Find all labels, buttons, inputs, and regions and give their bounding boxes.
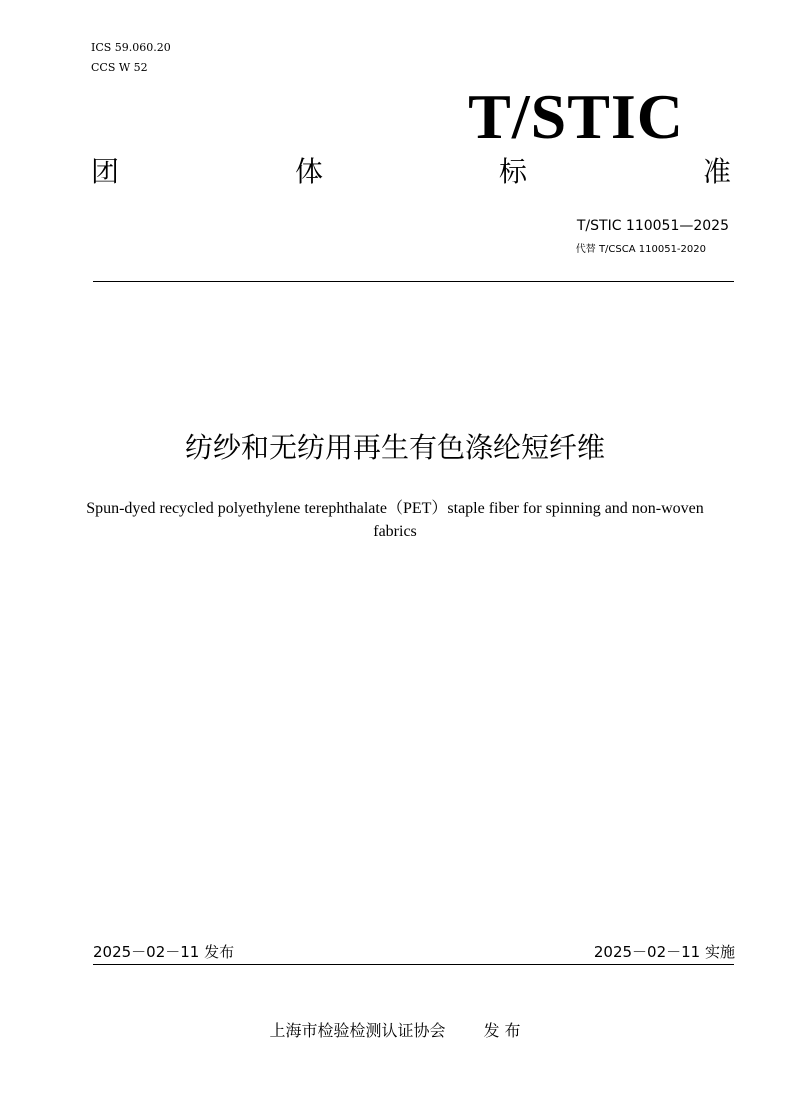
document-title-chinese: 纺纱和无纺用再生有色涤纶短纤维 [184,431,605,464]
standard-type-char-4: 准 [702,155,731,188]
ccs-code: CCS W 52 [91,61,148,74]
standard-type-char-1: 团 [91,155,120,188]
publisher-line [0,1021,790,1041]
standard-number: T/STIC 110051—2025 [576,218,729,234]
header-divider [93,281,734,282]
replaced-standard: 代替 T/CSCA 110051-2020 [575,244,706,255]
standard-type-char-3: 标 [498,155,527,188]
standard-type-label [91,152,731,192]
document-title-english: Spun-dyed recycled polyethylene terephthalate（PET）staple fiber for spinning and non-woven fabrics [86,500,704,540]
issue-date: 2025－02－11 发布 [93,943,235,961]
standard-logo: T/STIC [468,81,684,152]
publisher-action: 发 布 [483,1021,521,1040]
ics-code: ICS 59.060.20 [91,41,171,54]
publisher-name: 上海市检验检测认证协会 [269,1021,446,1040]
standard-type-char-2: 体 [294,155,323,188]
implementation-date: 2025－02－11 实施 [593,943,735,961]
footer-divider [93,964,734,965]
